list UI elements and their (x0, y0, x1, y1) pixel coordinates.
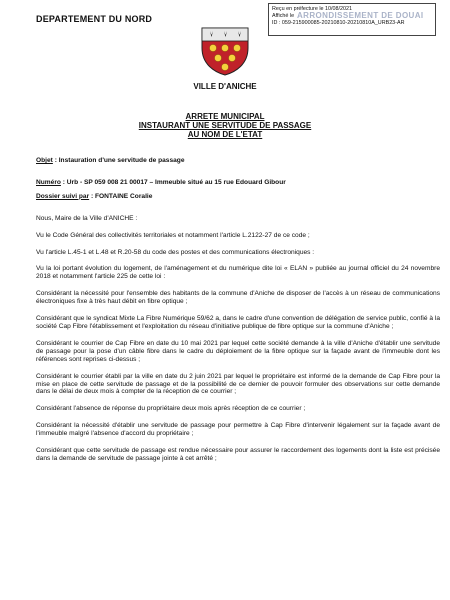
paragraph-7: Considérant le courrier établi par la ville en date du 2 juin 2021 par lequel le propriétaire est informé de la demande de Cap Fibre pour la mise en place de cette servitude de passage et de la possibilité de ce dernier de pouvoir formuler des observations sur cette demande dans le délai de deux mois à compter de la réception de ce courrier ; (36, 372, 440, 396)
objet-text: : Instauration d'une servitude de passage (52, 157, 185, 164)
objet-label: Objet (36, 157, 53, 164)
numero-text: : Urb - SP 059 008 21 00017 – Immeuble situé au 15 rue Edouard Gibour (60, 178, 286, 186)
dossier-text: : FONTAINE Coralie (89, 192, 153, 200)
paragraph-6: Considérant le courrier de Cap Fibre en date du 10 mai 2021 par lequel cette société demande à la ville d'Aniche d'établir une servitude de passage pour la pose d'un câble fibre dans le cadre du déploiement de la fibre optique sur la façade avant de l'immeuble dont les références sont reprises ci-dessus ; (36, 339, 440, 363)
title-line-2: INSTAURANT UNE SERVITUDE DE PASSAGE (138, 121, 312, 130)
objet-line (36, 157, 440, 165)
paragraph-10: Considérant que cette servitude de passage est rendue nécessaire pour assurer le raccordement des logements dont la liste est précisée dans la demande de servitude de passage jointe à cet arrêté ; (36, 447, 440, 462)
paragraph-3: Vu la loi portant évolution du logement, de l'aménagement et du numérique dite loi « ELAN » publiée au journal officiel du 24 novembre 2018 et notamment l'article 225 de cette loi : (36, 265, 440, 281)
stamp-arrondissement: ARRONDISSEMENT DE DOUAI (297, 11, 424, 20)
title-line-1: ARRETE MUNICIPAL (185, 112, 265, 121)
town-name: VILLE D'ANICHE (193, 82, 257, 91)
document-body (36, 157, 440, 463)
paragraph-1: Vu le Code Général des collectivités territoriales et notamment l'article L.2122-27 de ce code ; (36, 231, 310, 239)
dossier-line (36, 193, 440, 201)
stamp-posted-line: Affiché le (272, 13, 295, 19)
department-heading: DEPARTEMENT DU NORD (36, 14, 153, 24)
paragraph-8: Considérant l'absence de réponse du propriétaire deux mois après réception de ce courrier ; (36, 405, 306, 413)
stamp-id-line: ID : 059-215900085-20210810-20210810A_URB23-AR (272, 20, 405, 26)
town-crest-icon (196, 26, 254, 76)
dossier-label: Dossier suivi par (36, 192, 90, 200)
paragraph-9: Considérant la nécessité d'établir une servitude de passage pour permettre à Cap Fibre d'intervenir légalement sur la façade avant de l'immeuble malgré l'absence d'accord du propriétaire ; (36, 422, 440, 438)
stamp-received-line: Reçu en préfecture le 10/08/2021 (272, 6, 353, 12)
numero-label: Numéro (36, 178, 61, 186)
numero-line (36, 179, 440, 187)
opening-line: Nous, Maire de la Ville d'ANICHE : (36, 214, 138, 222)
prefecture-stamp (268, 3, 436, 36)
paragraph-5: Considérant que le syndicat Mixte La Fibre Numérique 59/62 a, dans le cadre d'une convention de délégation de service public, confié à la société Cap Fibre l'établissement et l'exploitation du réseau d'initiative publique de fibre optique sur la commune d'Aniche ; (36, 315, 440, 330)
paragraph-2: Vu l'article L.45-1 et L.48 et R.20-58 du code des postes et des communications électroniques : (36, 248, 315, 256)
title-line-3: AU NOM DE L'ETAT (187, 130, 263, 139)
paragraph-4: Considérant la nécessité pour l'ensemble des habitants de la commune d'Aniche de disposer de l'accès à un réseau de communications électroniques fixe à très haut débit en fibre optique ; (36, 290, 440, 306)
decree-title (0, 112, 450, 139)
